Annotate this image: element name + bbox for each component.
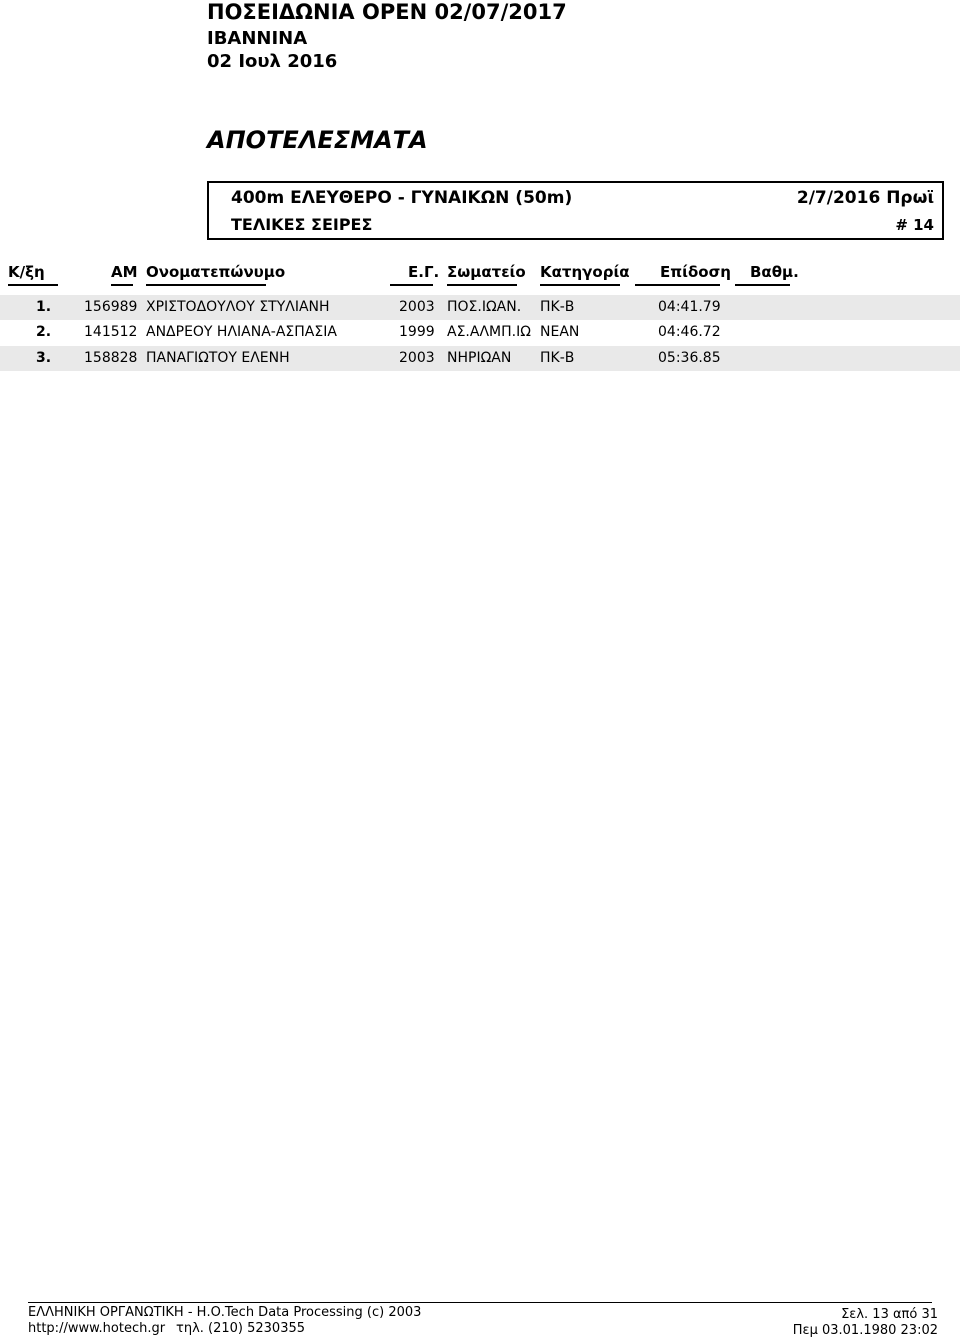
row-time: 04:41.79 — [658, 299, 721, 315]
col-header-id: AM — [111, 263, 138, 281]
footer-print-date: Πεμ 03.01.1980 23:02 — [792, 1323, 938, 1338]
meet-title: ΠΟΣΕΙΔΩΝΙΑ OPEN 02/07/2017 — [207, 0, 567, 24]
row-category: ΠΚ-Β — [540, 350, 575, 366]
col-header-name: Ονοματεπώνυμο — [146, 263, 286, 281]
row-name: ΧΡΙΣΤΟΔΟΥΛΟΥ ΣΤΥΛΙΑΝΗ — [146, 299, 330, 315]
row-id: 156989 — [84, 299, 138, 315]
col-header-club: Σωματείο — [447, 263, 526, 281]
header-underline — [540, 284, 620, 286]
event-session: 2/7/2016 Πρωϊ — [796, 188, 934, 208]
header-underline — [735, 284, 790, 286]
row-category: ΝΕΑΝ — [540, 324, 580, 340]
col-header-rank: Κ/ξη — [8, 263, 45, 281]
row-year: 2003 — [399, 299, 435, 315]
col-header-category: Κατηγορία — [540, 263, 630, 281]
footer-page-number: Σελ. 13 από 31 — [841, 1307, 938, 1322]
footer-phone: τηλ. (210) 5230355 — [176, 1321, 306, 1336]
row-time: 05:36.85 — [658, 350, 721, 366]
row-name: ΑΝΔΡΕΟΥ ΗΛΙΑΝΑ-ΑΣΠΑΣΙΑ — [146, 324, 337, 340]
meet-city: ΙΒΑΝΝΙΝΑ — [207, 28, 308, 49]
row-rank: 3. — [36, 350, 52, 366]
meet-date: 02 Ιουλ 2016 — [207, 51, 338, 72]
footer-website[interactable]: http://www.hotech.gr — [28, 1321, 166, 1336]
row-club: ΠΟΣ.ΙΩΑΝ. — [447, 299, 522, 315]
row-rank: 1. — [36, 299, 52, 315]
row-club: ΑΣ.ΑΛΜΠ.ΙΩ — [447, 324, 531, 340]
row-category: ΠΚ-Β — [540, 299, 575, 315]
header-underline — [146, 284, 266, 286]
footer-company: ΕΛΛΗΝΙΚΗ ΟΡΓΑΝΩΤΙΚΗ - Η.Ο.Tech Data Processing (c) 2003 — [28, 1305, 422, 1320]
col-header-year: Ε.Γ. — [408, 263, 440, 281]
row-id: 158828 — [84, 350, 138, 366]
row-time: 04:46.72 — [658, 324, 721, 340]
table-row — [0, 320, 960, 345]
header-underline — [390, 284, 433, 286]
row-id: 141512 — [84, 324, 138, 340]
header-underline — [111, 284, 133, 286]
event-number: # 14 — [895, 216, 934, 234]
table-row — [0, 346, 960, 371]
event-box — [207, 181, 944, 240]
header-underline — [635, 284, 720, 286]
table-row — [0, 295, 960, 320]
row-rank: 2. — [36, 324, 52, 340]
page-title: ΑΠΟΤΕΛΕΣΜΑΤΑ — [207, 126, 428, 154]
row-year: 1999 — [399, 324, 435, 340]
row-year: 2003 — [399, 350, 435, 366]
event-name: 400m ΕΛΕΥΘΕΡΟ - ΓΥΝΑΙΚΩΝ (50m) — [231, 188, 573, 208]
col-header-points: Βαθμ. — [750, 263, 799, 281]
row-name: ΠΑΝΑΓΙΩΤΟΥ ΕΛΕΝΗ — [146, 350, 290, 366]
col-header-time: Επίδοση — [660, 263, 731, 281]
row-club: ΝΗΡΙΩΑΝ — [447, 350, 512, 366]
header-underline — [447, 284, 517, 286]
header-underline — [8, 284, 58, 286]
footer-divider — [28, 1302, 932, 1303]
event-round: ΤΕΛΙΚΕΣ ΣΕΙΡΕΣ — [231, 215, 373, 234]
